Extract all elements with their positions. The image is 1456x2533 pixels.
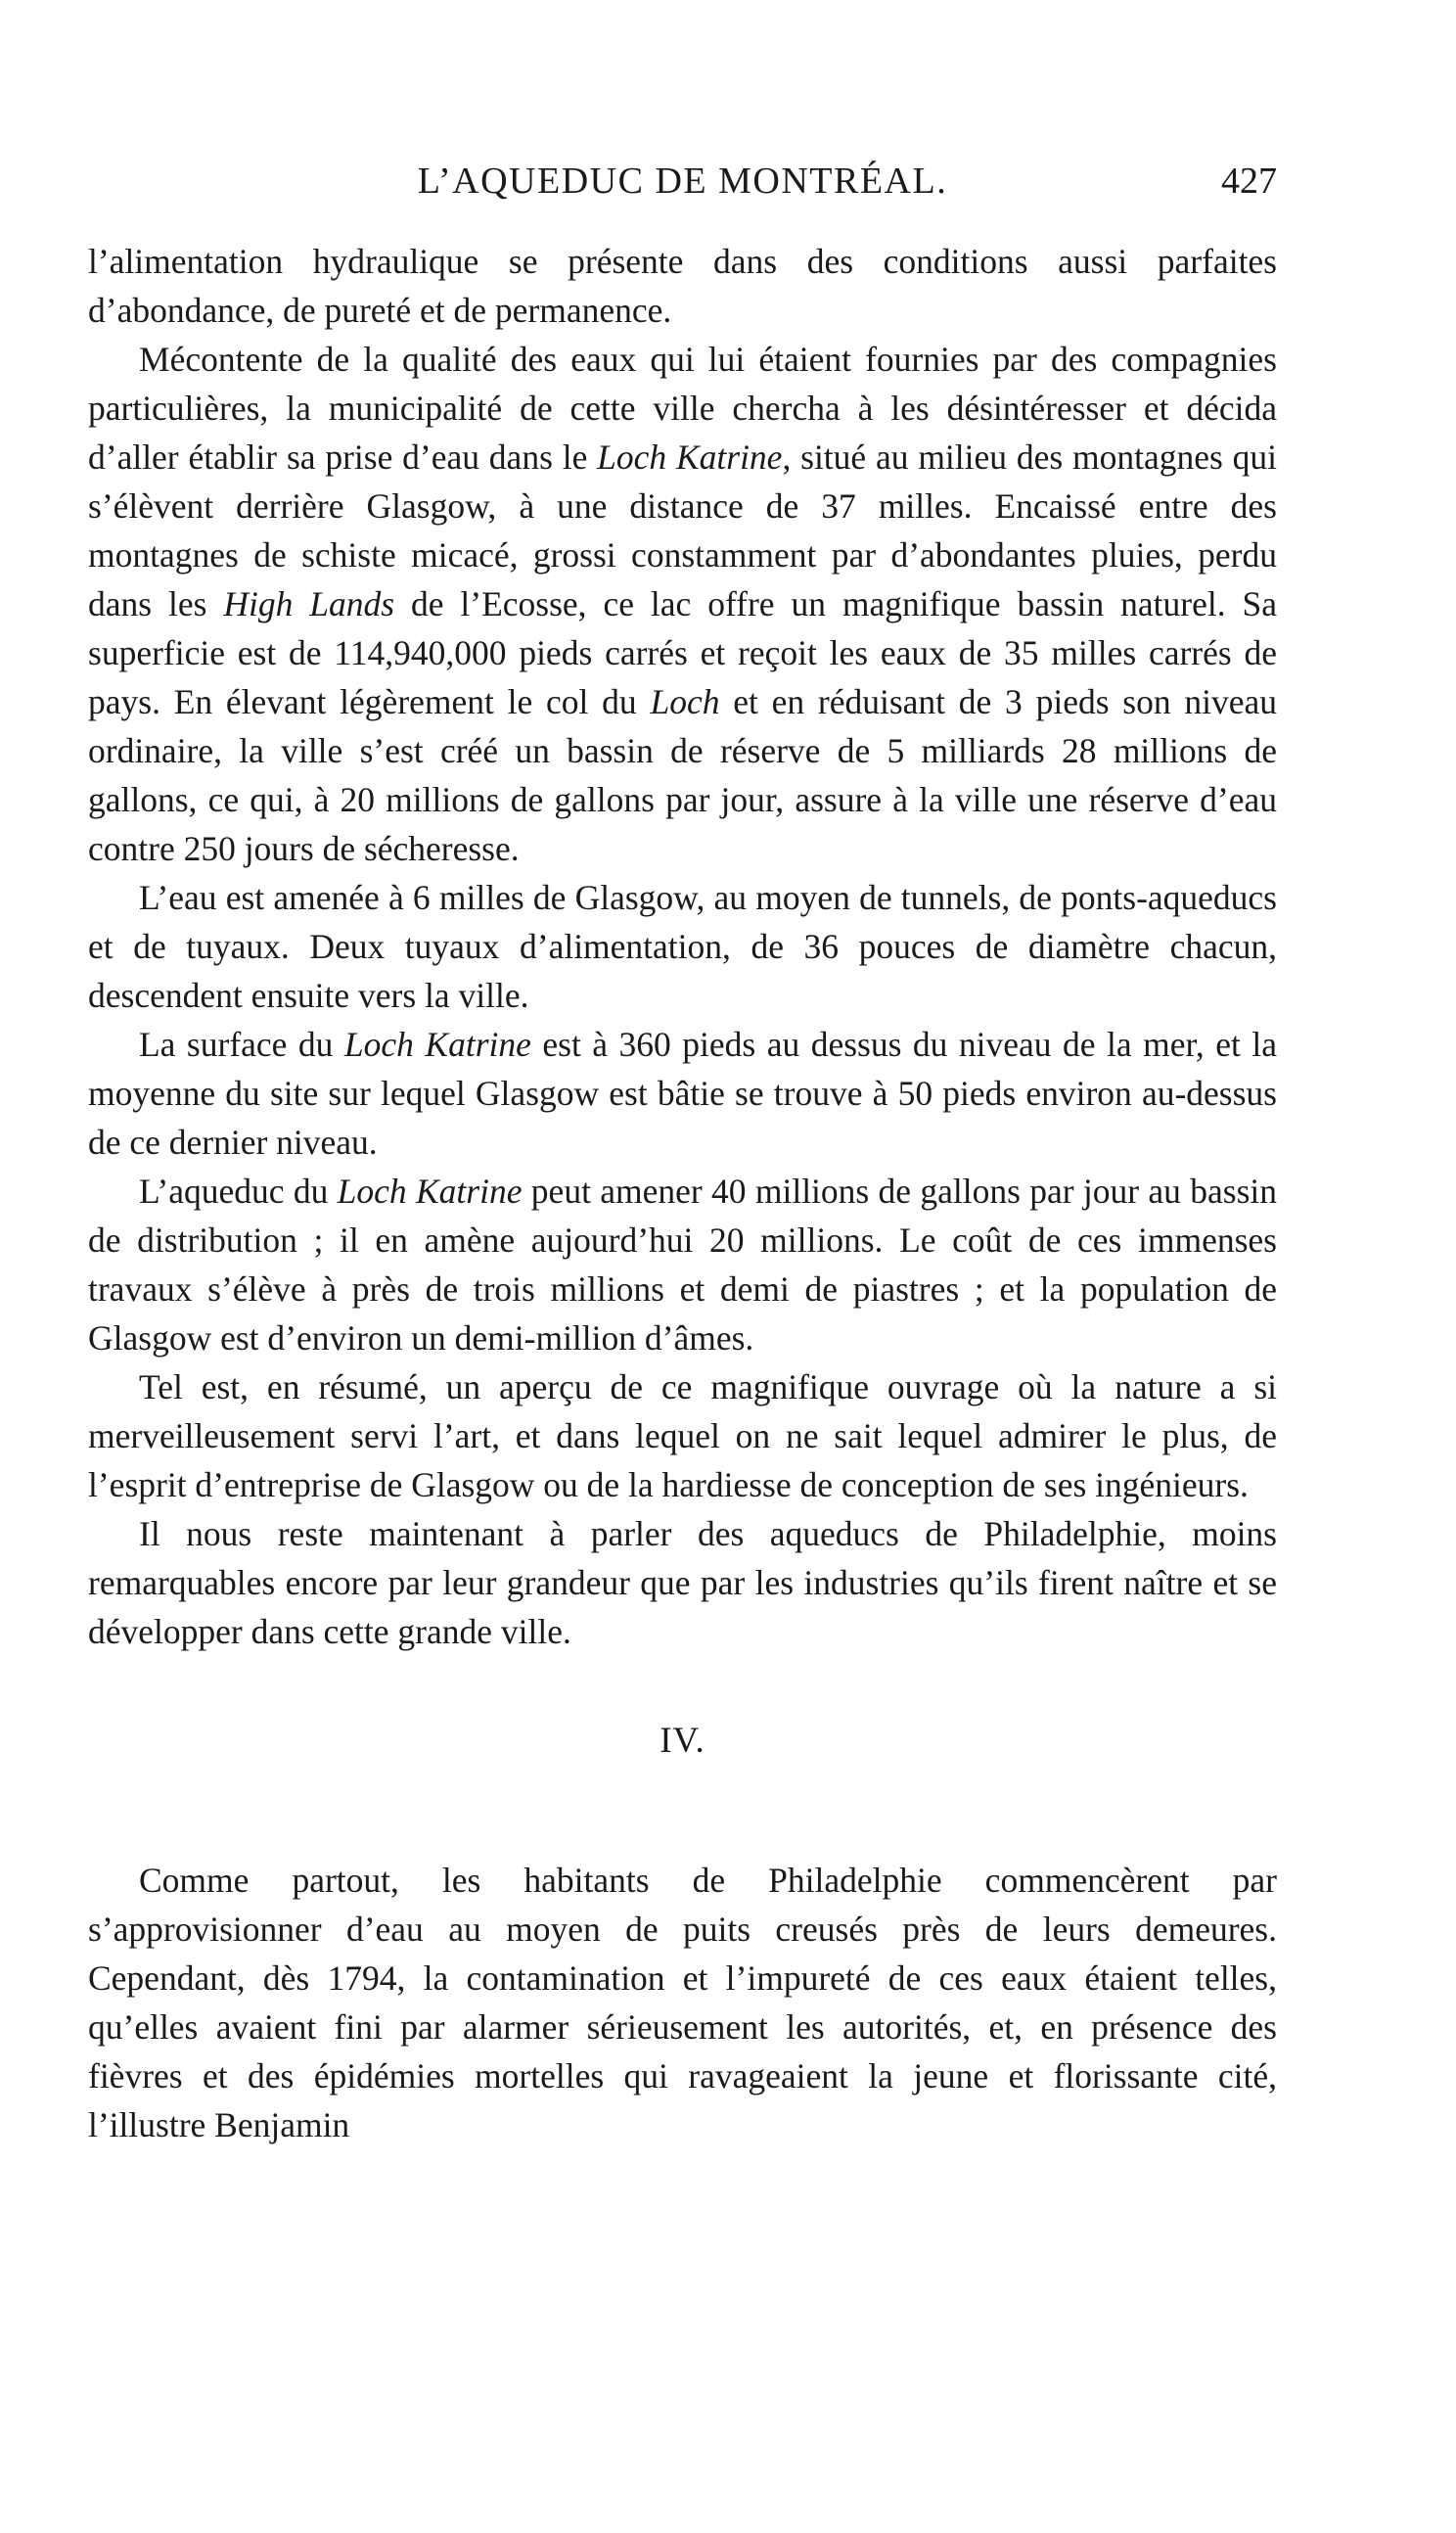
italic-loch-katrine: Loch Katrine [343,1025,531,1064]
text-run: est à 360 pieds au dessus du niveau de la mer, et la moyenne du site sur lequel Glasgow est bâtie se trouve à 50 pieds environ au-dessus de ce dernier niveau. [88,1025,1277,1162]
italic-loch-katrine: Loch Katrine [337,1172,523,1211]
paragraph-philadelphia-intro: Il nous reste maintenant à parler des aqueducs de Philadelphie, moins remarquables encore par leur grandeur que par les industries qu’ils firent naître et se développer dans cette grande ville. [88,1514,1277,1651]
paragraph-continuation: l’alimentation hydraulique se présente dans des conditions aussi parfaites d’abondance, de pureté et de permanence. [88,242,1277,330]
text-run: et en réduisant de 3 pieds son niveau ordinaire, la ville s’est créé un bassin de réserve de 5 milliards 28 millions de gallons, ce qui, à 20 millions de gallons par jour, assure à la ville une réserve d’eau contre 250 jours de sécheresse. [88,682,1277,868]
paragraph-capacity [88,1167,1277,1362]
text-run: Mécontente de la qualité des eaux qui lui étaient fournies par des compagnies particulières, la municipalité de cette ville chercha à les désintéresser et décida d’aller établir sa prise d’eau dans le [88,340,1277,477]
text-run: La surface du [139,1025,344,1064]
paragraph-philadelphia-history: Comme partout, les habitants de Philadelphie commencèrent par s’approvisionner d’eau au moyen de puits creusés près de leurs demeures. Cependant, dès 1794, la contamination et l’impureté de ces eaux étaient telles, qu’elles avaient fini par alarmer sérieusement les autorités, et, en présence des fièvres et des épidémies mortelles qui ravageaient la jeune et florissante cité, l’illustre Benjamin [88,1861,1277,2144]
paragraph-loch-katrine [88,335,1277,873]
text-run: L’aqueduc du [139,1172,338,1211]
paragraph-water-delivery: L’eau est amenée à 6 milles de Glasgow, au moyen de tunnels, de ponts-aqueducs et de tuyaux. Deux tuyaux d’alimentation, de 36 pouces de diamètre chacun, descendent ensuite vers la ville. [88,878,1277,1015]
text-run: peut amener 40 millions de gallons par jour au bassin de distribution ; il en amène aujourd’hui 20 millions. Le coût de ces immenses travaux s’élève à près de trois millions et demi de piastres ; et la population de Glasgow est d’environ un demi-million d’âmes. [88,1172,1277,1358]
running-title: L’AQUEDUC DE MONTRÉAL. [417,161,948,202]
running-head [88,157,1277,206]
italic-loch: Loch [650,682,720,721]
text-run: , situé au milieu des montagnes qui s’élèvent derrière Glasgow, à une distance de 37 milles. Encaissé entre des montagnes de schiste micacé, grossi constamment par d’abondantes pluies, perdu dans les [88,438,1277,623]
body-text [88,237,1277,2149]
italic-high-lands: High Lands [223,584,395,623]
text-run: de l’Ecosse, ce lac offre un magnifique bassin naturel. Sa superficie est de 114,940,000 pieds carrés et reçoit les eaux de 35 milles carrés de pays. En élevant légèrement le col du [88,584,1277,721]
italic-loch-katrine: Loch Katrine [597,438,783,477]
paragraph-summary: Tel est, en résumé, un aperçu de ce magnifique ouvrage où la nature a si merveilleusement servi l’art, et dans lequel on ne sait lequel admirer le plus, de l’esprit d’entreprise de Glasgow ou de la hardiesse de conception de ses ingénieurs. [88,1367,1277,1504]
page-number: 427 [1221,161,1277,202]
section-heading: IV. [660,1721,705,1761]
paragraph-elevation [88,1020,1277,1167]
